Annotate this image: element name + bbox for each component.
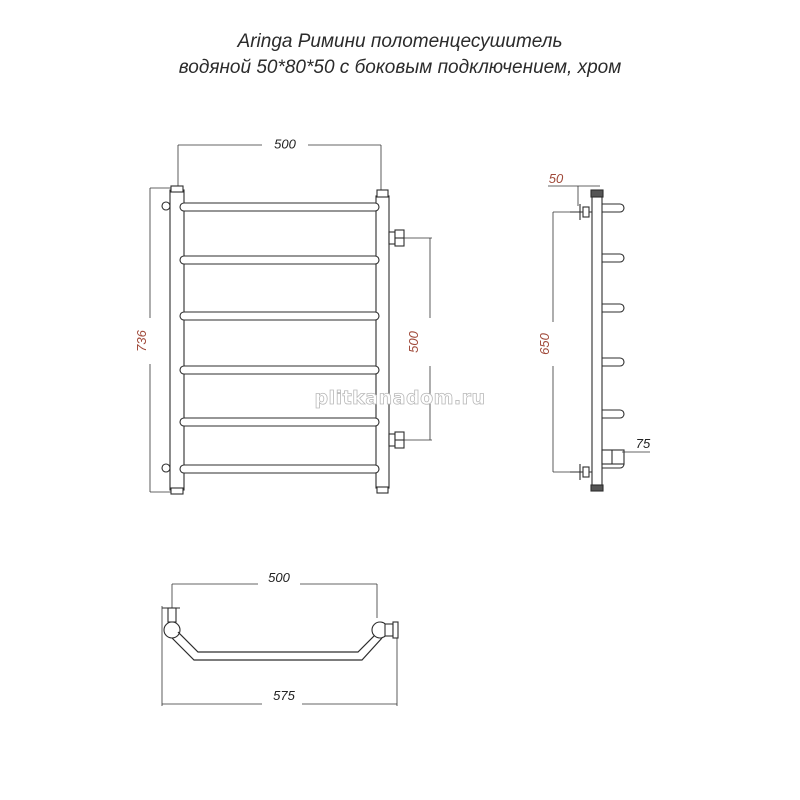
rung-3 [180,312,379,320]
side-post-cap-bottom [591,485,603,491]
right-post [376,196,389,488]
side-offset-label: 75 [635,436,651,451]
connection-fitting-top [389,230,404,246]
side-view [537,171,651,491]
side-height-label: 650 [537,333,552,355]
top-left-bracket [162,608,180,622]
front-view [134,136,432,494]
right-post-cap-top [377,190,388,197]
top-outer-label: 575 [273,688,295,703]
wall-bracket-top [570,204,592,220]
watermark-text: plitkanadom.ru [314,387,486,409]
left-post-cap-top [171,186,183,192]
title-line-2: водяной 50*80*50 с боковым подключением, хром [178,57,622,78]
left-post [170,190,184,490]
front-width-dimension [178,145,381,190]
top-left-post [164,622,180,638]
top-view [162,570,398,706]
top-rung-inner [172,638,382,660]
side-connection-stub [602,450,624,464]
rungs [180,203,379,473]
right-post-cap-bottom [377,487,388,493]
side-depth-label: 50 [548,171,564,186]
side-post-cap-top [591,190,603,197]
wall-bracket-bottom [570,464,592,480]
top-right-fitting [385,622,398,638]
side-height-dimension [553,212,582,472]
top-inner-label: 500 [268,570,290,585]
left-post-cap-bottom [171,488,183,494]
connection-label: 500 [406,331,421,353]
left-fitting-bottom [162,464,170,472]
top-rung-outer [178,632,378,652]
rung-2 [180,256,379,264]
top-inner-dimension [172,584,377,618]
front-width-label: 500 [274,136,296,152]
title-line-1: Aringa Римини полотенцесушитель [237,31,563,52]
side-post [592,196,602,486]
side-rung-ends [602,204,624,468]
rung-5 [180,418,379,426]
left-fitting-top [162,202,170,210]
rung-4 [180,366,379,374]
rung-6 [180,465,379,473]
rung-1 [180,203,379,211]
connection-fitting-bottom [389,432,404,448]
front-height-label: 736 [134,330,149,352]
